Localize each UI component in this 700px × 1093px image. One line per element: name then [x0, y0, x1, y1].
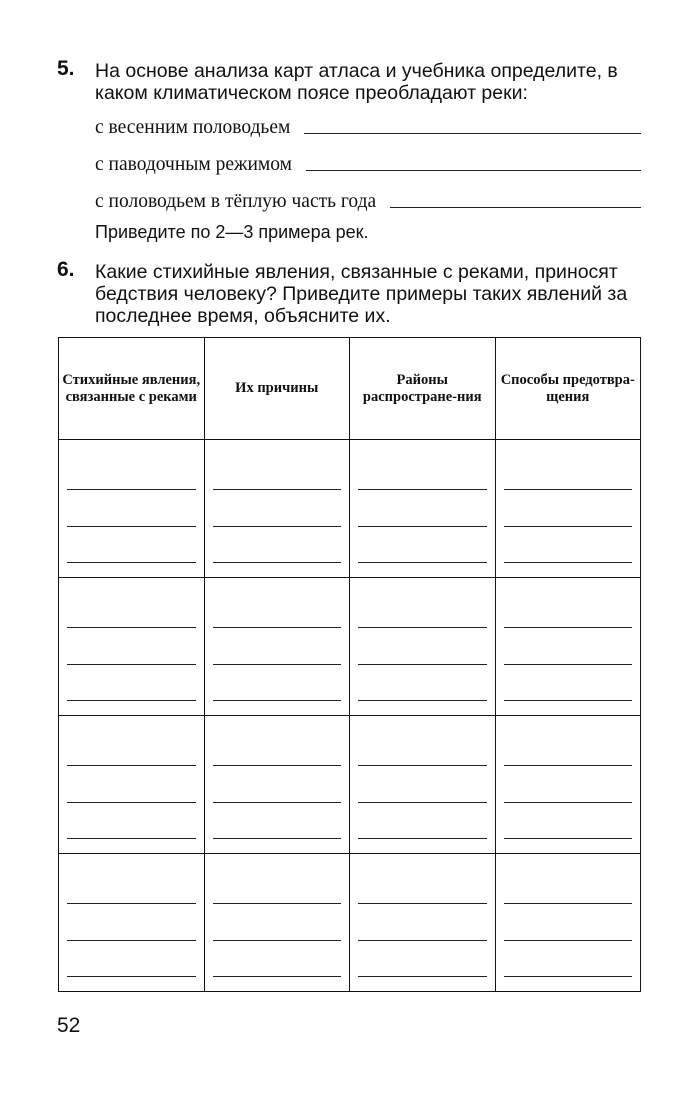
writing-line[interactable]	[504, 700, 633, 701]
writing-line[interactable]	[358, 940, 487, 941]
writing-line[interactable]	[504, 976, 633, 977]
answer-table	[58, 337, 641, 992]
answer-label: с половодьем в тёплую часть года	[95, 191, 377, 212]
writing-line[interactable]	[504, 664, 633, 665]
question-6-text: Какие стихийные явления, связанные с реками, приносят бедствия человеку? Приведите примеры таких явлений за последнее время, объясните их.	[95, 261, 628, 327]
writing-line[interactable]	[358, 838, 487, 839]
question-5-text: На основе анализа карт атласа и учебника определите, в каком климатическом поясе преобладают реки:	[95, 60, 618, 104]
writing-line[interactable]	[67, 526, 196, 527]
writing-line[interactable]	[67, 562, 196, 563]
answer-row-warm-season-flood	[95, 187, 641, 213]
table-cell	[204, 854, 350, 992]
table-cell	[350, 716, 496, 854]
table-cell	[350, 854, 496, 992]
writing-line[interactable]	[213, 562, 342, 563]
writing-line[interactable]	[213, 765, 342, 766]
writing-line[interactable]	[213, 627, 342, 628]
writing-line[interactable]	[504, 940, 633, 941]
page-number: 52	[57, 1014, 81, 1037]
question-5-number: 5.	[57, 57, 75, 80]
writing-line[interactable]	[358, 700, 487, 701]
writing-line[interactable]	[504, 526, 633, 527]
table-cell	[59, 854, 205, 992]
question-5-note: Приведите по 2—3 примера рек.	[95, 222, 369, 242]
writing-line[interactable]	[67, 765, 196, 766]
answer-row-flash-flood	[95, 150, 641, 176]
writing-line[interactable]	[358, 627, 487, 628]
table-cell	[204, 716, 350, 854]
writing-line[interactable]	[358, 526, 487, 527]
writing-line[interactable]	[213, 489, 342, 490]
table-cell	[204, 440, 350, 578]
writing-line[interactable]	[358, 562, 487, 563]
writing-line[interactable]	[213, 903, 342, 904]
writing-line[interactable]	[67, 802, 196, 803]
writing-line[interactable]	[67, 940, 196, 941]
table-cell	[204, 578, 350, 716]
table-row	[59, 440, 641, 578]
writing-line[interactable]	[358, 903, 487, 904]
answer-line[interactable]	[390, 207, 641, 208]
writing-line[interactable]	[67, 903, 196, 904]
writing-line[interactable]	[358, 976, 487, 977]
writing-line[interactable]	[504, 838, 633, 839]
table-cell	[59, 440, 205, 578]
writing-line[interactable]	[213, 838, 342, 839]
writing-line[interactable]	[67, 489, 196, 490]
table-row	[59, 854, 641, 992]
writing-line[interactable]	[504, 627, 633, 628]
table-cell	[350, 440, 496, 578]
header-phenomena: Стихийные явления, связанные с реками	[59, 338, 205, 440]
writing-line[interactable]	[67, 627, 196, 628]
writing-line[interactable]	[504, 903, 633, 904]
writing-line[interactable]	[213, 526, 342, 527]
writing-line[interactable]	[213, 700, 342, 701]
writing-line[interactable]	[67, 664, 196, 665]
writing-line[interactable]	[504, 489, 633, 490]
header-regions: Районы распростране-ния	[350, 338, 496, 440]
writing-line[interactable]	[358, 765, 487, 766]
writing-line[interactable]	[213, 664, 342, 665]
answer-line[interactable]	[304, 133, 641, 134]
table-cell	[495, 716, 641, 854]
answer-row-spring-flood	[95, 113, 641, 139]
writing-line[interactable]	[67, 700, 196, 701]
table-cell	[350, 578, 496, 716]
writing-line[interactable]	[358, 802, 487, 803]
writing-line[interactable]	[358, 489, 487, 490]
writing-line[interactable]	[213, 940, 342, 941]
table-cell	[59, 716, 205, 854]
table-row	[59, 578, 641, 716]
question-6-number: 6.	[57, 258, 75, 281]
table-cell	[495, 578, 641, 716]
table-body	[59, 440, 641, 992]
table-cell	[59, 578, 205, 716]
writing-line[interactable]	[67, 838, 196, 839]
answer-label: с паводочным режимом	[95, 154, 292, 175]
answer-line[interactable]	[306, 170, 641, 171]
writing-line[interactable]	[358, 664, 487, 665]
writing-line[interactable]	[504, 562, 633, 563]
writing-line[interactable]	[213, 802, 342, 803]
answer-label: с весенним половодьем	[95, 117, 291, 138]
writing-line[interactable]	[504, 765, 633, 766]
header-causes: Их причины	[204, 338, 350, 440]
table-cell	[495, 440, 641, 578]
table-row	[59, 716, 641, 854]
writing-line[interactable]	[504, 802, 633, 803]
header-prevention: Способы предотвра-щения	[495, 338, 641, 440]
writing-line[interactable]	[213, 976, 342, 977]
table-cell	[495, 854, 641, 992]
table-header-row	[59, 338, 641, 440]
writing-line[interactable]	[67, 976, 196, 977]
